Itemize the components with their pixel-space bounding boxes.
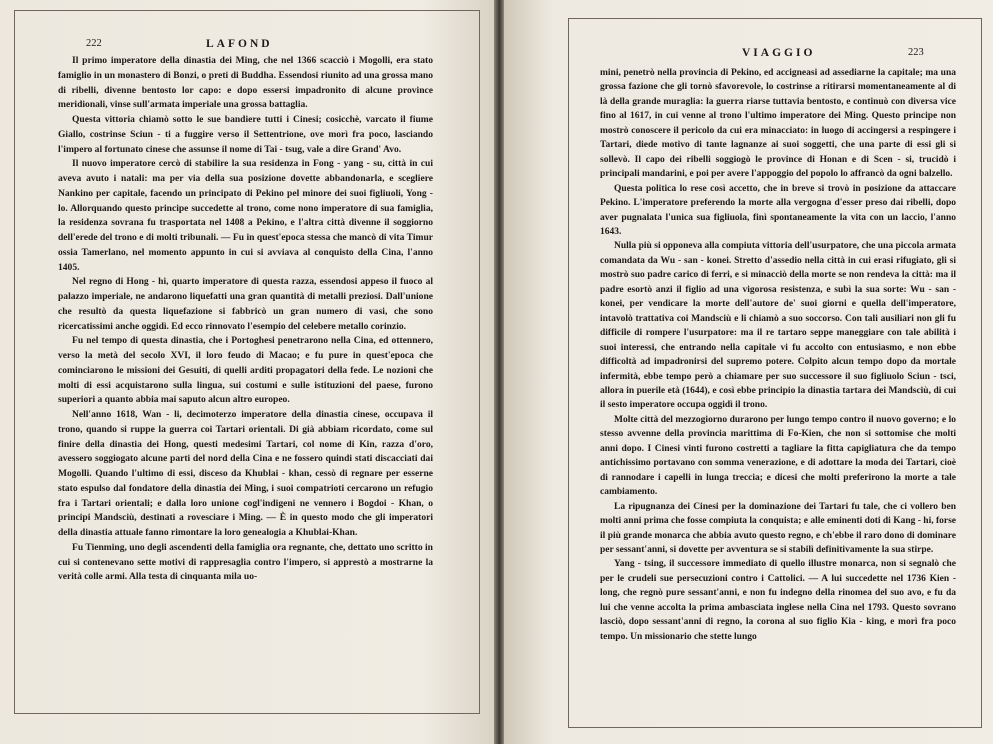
paragraph: mini, penetrò nella provincia di Pekino, ed accigneasi ad assediarne la capitale; ma una grossa fazione che gli tornò sfavorevole, lo costrinse a ritirarsi momentaneamente al di là della grande muraglia: la guerra riarse tuttavia bentosto, e continuò con diversa vice fino al 1617, in cui venne al trono l'ultimo imperatore dei Ming. Questo principe non mostrò conoscere il pericolo da cui era minacciato: in luogo di accingersi a respingere i Tartari, diede motivo di tante lagnanze ai suoi soggetti, che una parte di essi gli si sollevò. Il capo dei ribelli soggiogò le province di Honan e di Scen - si, trucidò i principali mandarini, e poi per avere l'appoggio del popolo lo affrancò da ogni balzello.	[600, 68, 956, 180]
page-number: 222	[86, 38, 102, 49]
paragraph: Fu nel tempo di questa dinastia, che i Portoghesi penetrarono nella Cina, ed ottennero, verso la metà del secolo XVI, il loro feudo di Macao; e fu pure in quest'epoca che cominciarono le missioni dei Gesuiti, di quelli arditi propagatori della fede. Le nozioni che molti di essi acquistarono sulla lingua, sui costumi e sulle istituzioni del paese, furono superiori a quanto abbia mai saputo alcun altro europeo.	[58, 335, 433, 406]
paragraph: Molte città del mezzogiorno durarono per lungo tempo contro il nuovo governo; e lo stesso avvenne della provincia marittima di Fo-Kien, che non si sottomise che molti anni dopo. I Cinesi vinti furono costretti a tagliare la fitta capigliatura che da tempo antichissimo portavano con somma venerazione, e di adottare la moda dei Tartari, cioè di rannodare i capelli in lunga treccia; e dicesi che molti preferirono la morte a tale cambiamento.	[600, 414, 956, 498]
paragraph: Yang - tsing, il successore immediato di quello illustre monarca, non si segnalò che per le crudeli sue persecuzioni contro i Cattolici. — A lui succedette nel 1736 Kien - long, che regnò pure sessant'anni, e non fu indegno della rinomea del suo avo, e fu da lui che venne accolta la prima ambasciata inglese nella Cina nel 1793. Questo sovrano lasciò, dopo sessant'anni di regno, la corona al suo figlio Kia - king, e morì fra poco tempo. Un missionario che stette lungo	[600, 559, 956, 642]
paragraph: Nulla più si opponeva alla compiuta vittoria dell'usurpatore, che una piccola armata comandata da Wu - san - konei. Stretto d'assedio nella città in cui erasi rifugiato, gli si mostrò suo padre carico di ferri, e si minacciò della morte se non rendeva la città: ma il padre esortò anzi il figlio ad una vigorosa resistenza, e subì la sua sorte: Wu - san - konei, per vendicare la morte dell'autore de' suoi giorni e quella dell'imperatore, intavolò trattativa coi Mandsciù e li chiamò a suo soccorso. Con tali ausiliari non gli fu difficile di rompere l'usurpatore: ma il re tartaro seppe maneggiare con tale abilità i suoi interessi, che entrando nella capitale vi fu accolto con entusiasmo, e non ebbe difficoltà ad impadronirsi del supremo potere. Colpito alcun tempo dopo da mortale infermità, ebbe tempo però a chiamare per suo successore il suo figliuolo Sciun - tsci, allora in puerile età (1644), e così ebbe principio la dinastia tartara dei Mandsciù, di cui il sesto imperatore occupa oggidì il trono.	[600, 241, 956, 411]
paragraph: Nell'anno 1618, Wan - li, decimoterzo imperatore della dinastia cinese, occupava il trono, quando si ruppe la guerra coi Tartari orientali. Di già abbiam ricordato, come sul finire della dinastia dei Hong, questi medesimi Tartari, col nome di Kin, razza d'oro, avessero soggiogato alcune parti del nord della Cina e ne fossero quindi stati discacciati dai Mogolli. Quando l'ultimo di essi, disceso da Khublai - khan, cessò di regnare per esserne stato espulso dal fondatore della dinastia dei Ming, i suoi compatrioti cercarono un refugio fra i Tartari orientali; e dalla loro unione cogl'indigeni ne vennero i Bogdoi - Khan, o principi Mandsciù, destinati a rovesciare i Ming. — È in questo modo che gli imperatori della dinastia attuale fanno rimontare la loro genealogia a Khublai-Khan.	[58, 409, 433, 538]
right-page	[504, 0, 993, 744]
paragraph: Questa politica lo rese così accetto, che in breve si trovò in posizione da attaccare Pekino. L'imperatore preferendo la morte alla vergogna d'esser preso dai ribelli, dopo aver pugnalata l'unica sua figliuola, finì spontaneamente la vita con un laccio, l'anno 1643.	[600, 183, 956, 237]
paragraph: Nel regno di Hong - hi, quarto imperatore di questa razza, essendosi appeso il fuoco al palazzo imperiale, ne andarono liquefatti una gran quantità di metalli preziosi. Dall'unione che resultò da questa liquefazione si fabbricò un gran numero di vasi, che sono ricercatissimi anche oggidì. Ed ecco rinnovato l'esempio del celebere metallo corinzio.	[58, 276, 433, 332]
paragraph: Il primo imperatore della dinastia dei Ming, che nel 1366 scacciò i Mogolli, era stato famiglio in un monastero di Bonzi, o preti di Buddha. Essendosi riunito ad una grossa mano di ribelli, divenne bentosto lor capo: e dopo essersi impadronito di alcune province meridionali, vinse sull'armata imperiale una grossa battaglia.	[58, 55, 433, 111]
page-number: 223	[908, 47, 924, 58]
paragraph: Il nuovo imperatore cercò di stabilire la sua residenza in Fong - yang - su, città in cui aveva avuto i natali: ma per via della sua posizione dovette abbandonarla, e scegliere Nankino per capitale, facendo un principato di Pekino pel minore dei suoi figliuoli, Yong - lo. Allorquando questo principe succedette al trono, come nono imperatore di sua famiglia, la residenza sovrana fu trasportata nel 1408 a Pekino, e l'altra città divenne il soggiorno dell'erede del trono e di molti tribunali. — Fu in quest'epoca stessa che mancò di vita Timur ossia Tamerlano, nel momento appunto in cui si avviava al conquisto della Cina, l'anno 1405.	[58, 158, 433, 273]
running-title: LAFOND	[206, 38, 273, 50]
paragraph: Questa vittoria chiamò sotto le sue bandiere tutti i Cinesi; cosicchè, varcato il fiume Giallo, costrinse Sciun - ti a fuggire verso il Settentrione, ove morì fra poco, lasciando l'impero al fortunato cinese che assunse il nome di Tai - tsug, vale a dire Grand' Avo.	[58, 114, 433, 155]
running-title: VIAGGIO	[742, 47, 816, 59]
paragraph: La ripugnanza dei Cinesi per la dominazione dei Tartari fu tale, che ci vollero ben molti anni prima che fosse compiuta la conquista; e alle eminenti doti di Kang - hi, forse il più grande monarca che abbia avuto questo regno, e ch'ebbe il raro dono di dominare per sessant'anni, si dovette per avventura se si stabilì definitivamente la sua stirpe.	[600, 501, 956, 555]
paragraph: Fu Tienming, uno degli ascendenti della famiglia ora regnante, che, dettato uno scritto in cui si contenevano sette motivi di rappresaglia contro l'impero, si apprestò a mostrarne la verità colle armi. Alla testa di cinquanta mila uo-	[58, 541, 433, 583]
body-text	[58, 54, 433, 585]
left-page	[0, 0, 496, 744]
body-text	[600, 66, 956, 644]
